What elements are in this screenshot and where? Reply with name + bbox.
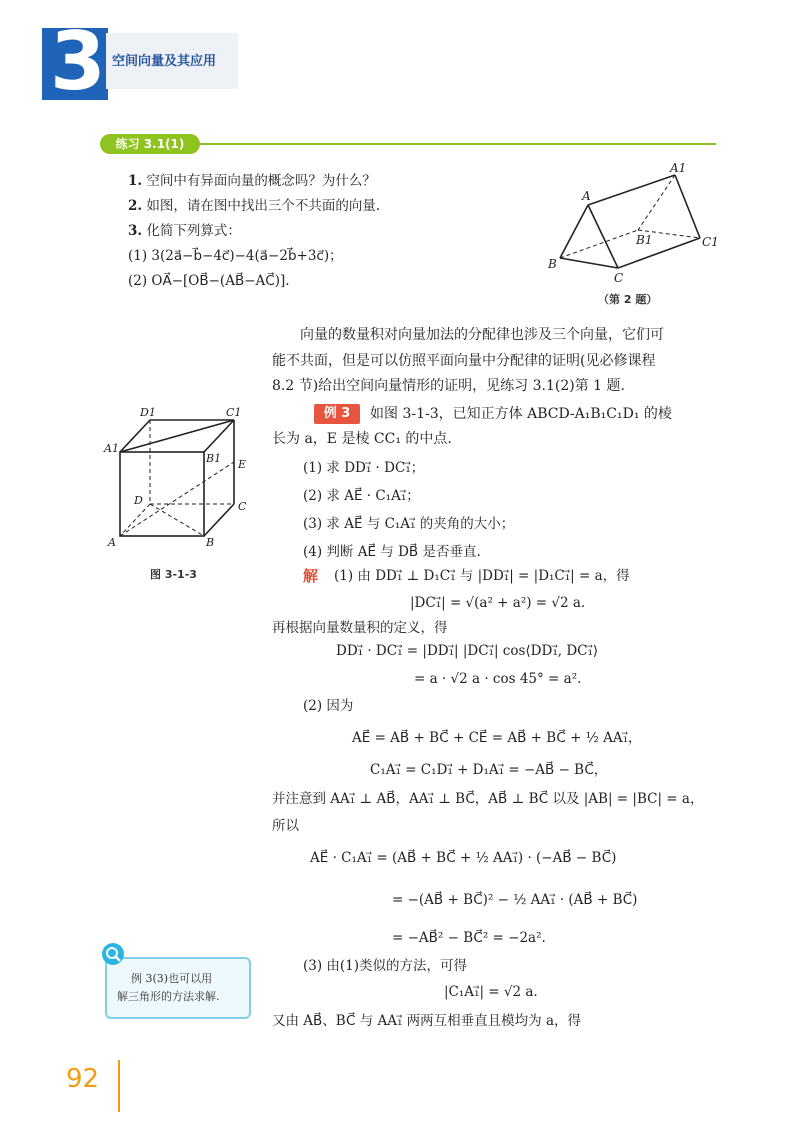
- cube-label-d: D: [134, 494, 143, 507]
- exercise-divider: [200, 143, 716, 145]
- solution-line-11: AE⃗ · C₁A₁⃗ = (AB⃗ + BC⃗ + ½ AA₁⃗) · (−AB⃗ − BC⃗): [310, 850, 617, 866]
- exercise-tag: 练习 3.1(1): [100, 134, 200, 154]
- exercise-item-3-1: (1) 3(2a⃗−b⃗−4c⃗)−4(a⃗−2b⃗+3c⃗)；: [128, 248, 343, 264]
- prism-label-c: C: [614, 271, 624, 285]
- prism-label-c1: C1: [702, 235, 719, 249]
- solution-line-14: (3) 由(1)类似的方法，可得: [303, 958, 468, 974]
- solution-line-16: 又由 AB⃗、BC⃗ 与 AA₁⃗ 两两互相垂直且模均为 a，得: [272, 1013, 582, 1029]
- example-part-3: (3) 求 AE⃗ 与 C₁A₁⃗ 的夹角的大小；: [303, 516, 515, 532]
- exercise-item-3-2: (2) OA⃗−[OB⃗−(AB⃗−AC⃗)].: [128, 273, 290, 289]
- cube-label-c1: C1: [226, 406, 242, 419]
- solution-line-10: 所以: [272, 818, 299, 834]
- cube-label-b1: B1: [206, 452, 222, 465]
- solution-line-2: |DC₁⃗| = √(a² + a²) = √2 a.: [410, 595, 586, 611]
- cube-label-a1: A1: [104, 442, 119, 455]
- example-part-2: (2) 求 AE⃗ · C₁A₁⃗；: [303, 488, 420, 504]
- solution-line-13: = −AB⃗² − BC⃗² = −2a².: [392, 930, 546, 946]
- prism-label-a1: A1: [670, 161, 687, 175]
- prism-label-a: A: [582, 189, 591, 203]
- example-statement-1: 如图 3-1-3，已知正方体 ABCD-A₁B₁C₁D₁ 的棱: [370, 406, 672, 422]
- page-number: 92: [66, 1064, 100, 1094]
- magnifier-icon: [102, 943, 124, 965]
- cube-label-d1: D1: [140, 406, 156, 419]
- solution-line-9: 并注意到 AA₁⃗ ⊥ AB⃗，AA₁⃗ ⊥ BC⃗，AB⃗ ⊥ BC⃗ 以及 |AB| = |BC| = a，: [272, 791, 704, 807]
- solution-line-6: (2) 因为: [303, 698, 354, 714]
- chapter-number: 3: [50, 15, 106, 108]
- solution-line-4: DD₁⃗ · DC₁⃗ = |DD₁⃗| |DC₁⃗| cos⟨DD₁⃗, DC₁⃗⟩: [336, 643, 599, 659]
- solution-line-8: C₁A₁⃗ = C₁D₁⃗ + D₁A₁⃗ = −AB⃗ − BC⃗，: [370, 762, 608, 778]
- prism-figure: [540, 160, 720, 290]
- intro-line-1: 向量的数量积对向量加法的分配律也涉及三个向量，它们可: [300, 327, 664, 343]
- exercise-item-1: 1. 空间中有异面向量的概念吗？为什么？: [128, 173, 376, 189]
- cube-label-a: A: [108, 536, 116, 549]
- prism-label-b: B: [548, 257, 557, 271]
- solution-line-15: |C₁A₁⃗| = √2 a.: [444, 984, 538, 1000]
- exercise-item-3: 3. 化简下列算式：: [128, 223, 241, 239]
- chapter-title: 空间向量及其应用: [112, 54, 217, 69]
- prism-label-b1: B1: [636, 233, 653, 247]
- example-part-1: (1) 求 DD₁⃗ · DC₁⃗；: [303, 460, 425, 476]
- intro-line-2: 能不共面，但是可以仿照平面向量中分配律的证明(见必修课程: [272, 353, 656, 369]
- cube-figure: [102, 404, 252, 554]
- example-tag: 例 3: [314, 404, 360, 424]
- exercise-item-2: 2. 如图，请在图中找出三个不共面的向量.: [128, 198, 381, 214]
- prism-caption: （第 2 题）: [598, 293, 658, 306]
- solution-line-3: 再根据向量数量积的定义，得: [272, 620, 448, 636]
- cube-label-c: C: [238, 500, 247, 513]
- side-note-line-2: 解三角形的方法求解.: [117, 990, 220, 1003]
- page-number-bar: [118, 1060, 120, 1112]
- solution-line-5: = a · √2 a · cos 45° = a².: [414, 671, 582, 687]
- example-statement-2: 长为 a，E 是棱 CC₁ 的中点.: [272, 431, 452, 447]
- solution-label: 解: [303, 567, 319, 585]
- side-note: [105, 957, 251, 1019]
- solution-line-7: AE⃗ = AB⃗ + BC⃗ + CE⃗ = AB⃗ + BC⃗ + ½ AA₁⃗，: [352, 730, 642, 746]
- cube-label-e: E: [238, 458, 247, 471]
- solution-line-12: = −(AB⃗ + BC⃗)² − ½ AA₁⃗ · (AB⃗ + BC⃗): [392, 892, 638, 908]
- solution-line-1: (1) 由 DD₁⃗ ⊥ D₁C₁⃗ 与 |DD₁⃗| = |D₁C₁⃗| = a，得: [334, 568, 630, 584]
- side-note-line-1: 例 3(3)也可以用: [131, 972, 213, 985]
- cube-label-b: B: [206, 536, 215, 549]
- example-part-4: (4) 判断 AE⃗ 与 DB⃗ 是否垂直.: [303, 544, 481, 560]
- cube-caption: 图 3-1-3: [150, 568, 197, 581]
- intro-line-3: 8.2 节)给出空间向量情形的证明，见练习 3.1(2)第 1 题.: [272, 378, 625, 394]
